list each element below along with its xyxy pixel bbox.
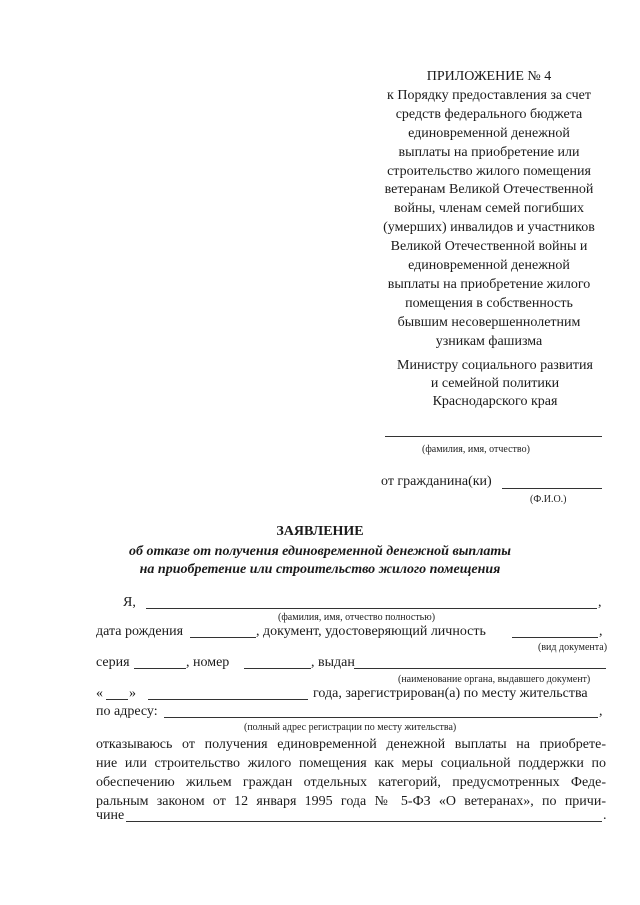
issued-by-field[interactable] bbox=[354, 668, 606, 669]
document-subtitle: на приобретение или строительство жилого помещения bbox=[139, 562, 501, 577]
full-name-caption: (фамилия, имя, отчество полностью) bbox=[278, 612, 436, 623]
appendix-title: ПРИЛОЖЕНИЕ № 4 bbox=[426, 69, 552, 84]
doc-end: , bbox=[599, 624, 603, 639]
issued-by-caption: (наименование органа, выдавшего документ) bbox=[398, 674, 591, 685]
series-label: серия bbox=[96, 655, 130, 670]
addressee-name-caption: (фамилия, имя, отчество) bbox=[422, 444, 530, 455]
address-label: по адресу: bbox=[96, 704, 158, 719]
body-line: обеспечению жильем граждан отдельных категорий, предусмотренных Феде- bbox=[96, 775, 606, 790]
document-type-field[interactable] bbox=[512, 637, 598, 638]
appendix-line: войны, членам семей погибших bbox=[394, 201, 584, 217]
appendix-line: бывшим несовершеннолетним bbox=[397, 314, 581, 330]
appendix-line: строительство жилого помещения bbox=[387, 163, 591, 179]
addressee-line: Министру социального развития bbox=[397, 358, 593, 373]
addressee-line: и семейной политики bbox=[430, 376, 560, 391]
from-label: от гражданина(ки) bbox=[381, 474, 492, 489]
reason-label: чине bbox=[96, 808, 125, 823]
birth-date-field[interactable] bbox=[190, 637, 256, 638]
quote-open: « bbox=[96, 686, 103, 701]
series-field[interactable] bbox=[134, 668, 186, 669]
appendix-line: единовременной денежной bbox=[408, 258, 570, 274]
addressee-block bbox=[370, 357, 620, 411]
appendix-block bbox=[360, 68, 618, 352]
month-year-field[interactable] bbox=[148, 699, 308, 700]
appendix-line: узникам фашизма bbox=[435, 333, 543, 349]
document-type-caption: (вид документа) bbox=[538, 642, 608, 653]
fio-caption: (Ф.И.О.) bbox=[530, 494, 567, 505]
address-caption: (полный адрес регистрации по месту жительства) bbox=[244, 722, 457, 733]
reason-end: . bbox=[603, 808, 607, 823]
appendix-line: единовременной денежной bbox=[408, 125, 570, 141]
registered-label: года, зарегистрирован(а) по месту жительства bbox=[313, 686, 588, 701]
address-end: , bbox=[599, 704, 603, 719]
addressee-line: Краснодарского края bbox=[432, 394, 558, 409]
doc-label: , документ, удостоверяющий личность bbox=[256, 624, 486, 639]
appendix-line: к Порядку предоставления за счет bbox=[387, 87, 591, 103]
reason-field[interactable] bbox=[126, 821, 602, 822]
body-line: ние или строительство жилого помещения как меры социальной поддержки по bbox=[96, 756, 606, 771]
quote-close: » bbox=[129, 686, 136, 701]
appendix-line: Великой Отечественной войны и bbox=[390, 239, 588, 255]
document-title: ЗАЯВЛЕНИЕ bbox=[276, 524, 364, 539]
appendix-line: (умерших) инвалидов и участников bbox=[383, 220, 595, 236]
appendix-line: выплаты на приобретение жилого bbox=[387, 276, 591, 292]
body-line: отказываюсь от получения единовременной денежной выплаты на приобрете- bbox=[96, 737, 606, 752]
i-end: , bbox=[598, 595, 602, 610]
birth-label: дата рождения bbox=[96, 624, 184, 639]
address-field[interactable] bbox=[164, 717, 598, 718]
full-name-field[interactable] bbox=[146, 608, 597, 609]
document-subtitle: об отказе от получения единовременной денежной выплаты bbox=[128, 544, 512, 559]
day-field[interactable] bbox=[106, 699, 128, 700]
number-field[interactable] bbox=[244, 668, 311, 669]
number-label: , номер bbox=[186, 655, 230, 670]
addressee-name-field[interactable] bbox=[385, 436, 602, 437]
from-fio-field[interactable] bbox=[502, 488, 602, 489]
appendix-line: помещения в собственность bbox=[405, 295, 573, 311]
appendix-line: ветеранам Великой Отечественной bbox=[384, 182, 594, 198]
appendix-line: средств федерального бюджета bbox=[395, 106, 583, 122]
body-line: ральным законом от 12 января 1995 года № 5-ФЗ «О ветеранах», по причи- bbox=[96, 794, 606, 809]
issued-label: , выдан bbox=[311, 655, 355, 670]
appendix-line: выплаты на приобретение или bbox=[398, 144, 580, 160]
i-label: Я, bbox=[123, 595, 136, 610]
